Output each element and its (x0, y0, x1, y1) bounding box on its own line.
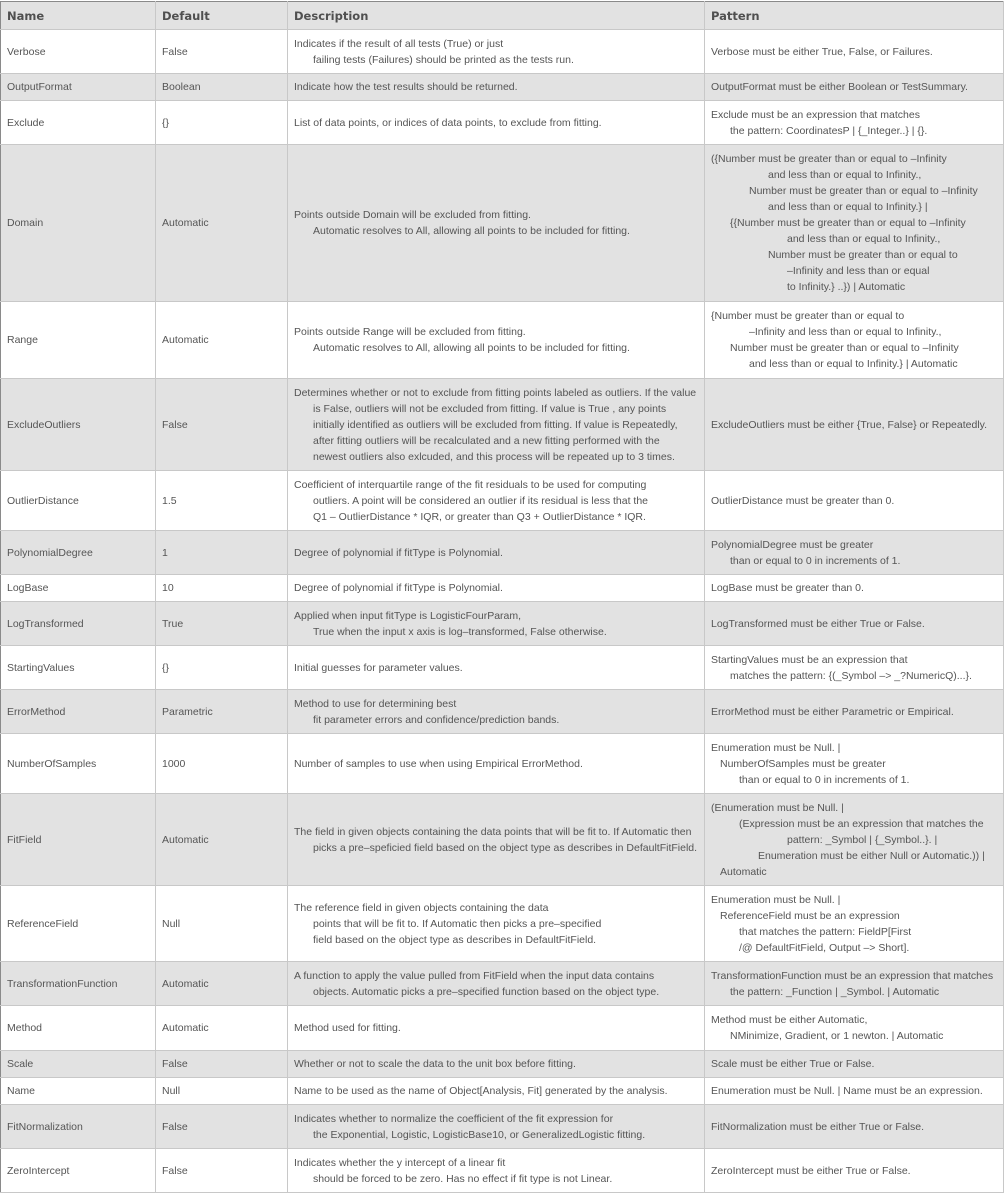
pattern-line: matches the pattern: {(_Symbol –> _?NumericQ)...}. (730, 669, 972, 682)
pattern-line: LogBase must be greater than 0. (711, 582, 864, 594)
description-line: should be forced to be zero. Has no effect if fit type is not Linear. (313, 1172, 613, 1185)
option-pattern (705, 1006, 1004, 1051)
description-line: The reference field in given objects containing the data (294, 901, 549, 914)
option-name: Verbose (1, 30, 156, 74)
pattern-line: ErrorMethod must be either Parametric or Empirical. (711, 705, 954, 718)
option-name: OutputFormat (1, 74, 156, 101)
option-default: Automatic (156, 302, 288, 379)
option-default: False (156, 30, 288, 74)
header-name: Name (1, 2, 156, 30)
pattern-line: Exclude must be an expression that matches (711, 108, 920, 121)
description-line: points that will be fit to. If Automatic then picks a pre–specified (313, 917, 602, 930)
option-name: Scale (1, 1051, 156, 1078)
option-pattern (705, 531, 1004, 575)
option-pattern (705, 734, 1004, 794)
table-row (1, 1078, 1004, 1105)
option-description (288, 101, 705, 145)
option-default: {} (156, 101, 288, 145)
option-description (288, 74, 705, 101)
table-row (1, 962, 1004, 1006)
header-description: Description (288, 2, 705, 30)
option-pattern (705, 1078, 1004, 1105)
pattern-line: StartingValues must be an expression that (711, 653, 908, 666)
option-name: ExcludeOutliers (1, 379, 156, 471)
description-line: Number of samples to use when using Empirical ErrorMethod. (294, 757, 583, 770)
option-name: Domain (1, 145, 156, 302)
option-default: False (156, 1105, 288, 1149)
option-description (288, 886, 705, 962)
option-pattern (705, 690, 1004, 734)
description-line: field based on the object type as describes in DefaultFitField. (313, 933, 597, 946)
option-description (288, 690, 705, 734)
option-default: Automatic (156, 145, 288, 302)
option-pattern (705, 646, 1004, 690)
description-line: Indicates if the result of all tests (True) or just (294, 37, 504, 50)
description-line: is False, outliers will not be excluded from fitting. If value is True , any points (313, 402, 667, 415)
description-line: True when the input x axis is log–transformed, False otherwise. (313, 625, 607, 638)
pattern-line: the pattern: CoordinatesP | {_Integer..} | {}. (730, 124, 928, 137)
table-row (1, 302, 1004, 379)
header-default: Default (156, 2, 288, 30)
table-row (1, 690, 1004, 734)
pattern-line: –Infinity and less than or equal (787, 265, 930, 277)
description-line: Determines whether or not to exclude from fitting points labeled as outliers. If the value (294, 386, 697, 399)
table-row (1, 734, 1004, 794)
pattern-line: and less than or equal to Infinity., (768, 169, 922, 181)
table-row (1, 1149, 1004, 1193)
option-name: Exclude (1, 101, 156, 145)
header-row (1, 2, 1004, 30)
table-row (1, 30, 1004, 74)
pattern-line: PolynomialDegree must be greater (711, 538, 874, 551)
option-default: Boolean (156, 74, 288, 101)
pattern-line: and less than or equal to Infinity.} | Automatic (749, 358, 958, 370)
pattern-line: Enumeration must be Null. | (711, 893, 841, 906)
pattern-line: Verbose must be either True, False, or Failures. (711, 45, 933, 58)
pattern-line: pattern: _Symbol | {_Symbol..}. | (787, 833, 938, 846)
description-line: the Exponential, Logistic, LogisticBase10, or GeneralizedLogistic fitting. (313, 1128, 646, 1141)
option-default: Null (156, 1078, 288, 1105)
option-description (288, 531, 705, 575)
option-pattern (705, 1149, 1004, 1193)
table-row (1, 646, 1004, 690)
option-description (288, 471, 705, 531)
option-default: False (156, 1051, 288, 1078)
option-description (288, 145, 705, 302)
pattern-line: TransformationFunction must be an expression that matches (711, 969, 994, 982)
option-description (288, 1105, 705, 1149)
option-name: Range (1, 302, 156, 379)
description-line: initially identified as outliers will be excluded from fitting. If value is Repeatedly, (313, 418, 678, 431)
pattern-line: ZeroIntercept must be either True or False. (711, 1164, 911, 1177)
option-default: Automatic (156, 794, 288, 886)
description-line: Degree of polynomial if fitType is Polynomial. (294, 546, 503, 559)
table-body (1, 30, 1004, 1193)
description-line: Method to use for determining best (294, 697, 457, 710)
option-default: Automatic (156, 1006, 288, 1051)
option-description (288, 1051, 705, 1078)
description-line: Initial guesses for parameter values. (294, 661, 463, 674)
description-line: failing tests (Failures) should be printed as the tests run. (313, 53, 574, 66)
option-pattern (705, 302, 1004, 379)
table-row (1, 886, 1004, 962)
table-row (1, 794, 1004, 886)
pattern-line: Automatic (720, 865, 767, 878)
option-default: 10 (156, 575, 288, 602)
table-row (1, 1006, 1004, 1051)
description-line: picks a pre–speficied field based on the object type as describes in DefaultFitField. (313, 841, 698, 854)
option-description (288, 302, 705, 379)
table-row (1, 101, 1004, 145)
option-default: False (156, 1149, 288, 1193)
description-line: after fitting outliers will be recalculated and a new fitting performed with the (313, 434, 660, 447)
description-line: fit parameter errors and confidence/prediction bands. (313, 713, 560, 726)
pattern-line: Scale must be either True or False. (711, 1058, 875, 1070)
option-name: Method (1, 1006, 156, 1051)
table-row (1, 1051, 1004, 1078)
table-row (1, 379, 1004, 471)
table-row (1, 575, 1004, 602)
option-description (288, 602, 705, 646)
option-default: Null (156, 886, 288, 962)
option-name: LogBase (1, 575, 156, 602)
description-line: List of data points, or indices of data points, to exclude from fitting. (294, 116, 602, 129)
options-table (0, 1, 1004, 1193)
pattern-line: Method must be either Automatic, (711, 1014, 868, 1026)
option-pattern (705, 145, 1004, 302)
option-pattern (705, 471, 1004, 531)
option-default: Parametric (156, 690, 288, 734)
option-pattern (705, 1105, 1004, 1149)
pattern-line: OutlierDistance must be greater than 0. (711, 494, 895, 507)
option-name: Name (1, 1078, 156, 1105)
description-line: Q1 – OutlierDistance * IQR, or greater than Q3 + OutlierDistance * IQR. (313, 510, 646, 523)
option-name: ErrorMethod (1, 690, 156, 734)
pattern-line: FitNormalization must be either True or False. (711, 1120, 924, 1133)
table-row (1, 471, 1004, 531)
description-line: The field in given objects containing the data points that will be fit to. If Automatic then (294, 825, 692, 838)
pattern-line: than or equal to 0 in increments of 1. (730, 554, 901, 567)
option-description (288, 734, 705, 794)
option-pattern (705, 30, 1004, 74)
option-pattern (705, 74, 1004, 101)
description-line: Degree of polynomial if fitType is Polynomial. (294, 582, 503, 594)
option-pattern (705, 602, 1004, 646)
description-line: Name to be used as the name of Object[Analysis, Fit] generated by the analysis. (294, 1085, 668, 1097)
pattern-line: ({Number must be greater than or equal to –Infinity (711, 153, 947, 165)
table-row (1, 74, 1004, 101)
option-default: True (156, 602, 288, 646)
option-pattern (705, 379, 1004, 471)
pattern-line: NumberOfSamples must be greater (720, 757, 886, 770)
pattern-line: LogTransformed must be either True or False. (711, 617, 925, 630)
table-row (1, 602, 1004, 646)
option-pattern (705, 886, 1004, 962)
description-line: Whether or not to scale the data to the unit box before fitting. (294, 1058, 576, 1070)
description-line: Indicates whether to normalize the coefficient of the fit expression for (294, 1112, 614, 1125)
pattern-line: OutputFormat must be either Boolean or TestSummary. (711, 81, 968, 93)
description-line: Points outside Domain will be excluded from fitting. (294, 209, 531, 221)
option-default: 1000 (156, 734, 288, 794)
option-default: False (156, 379, 288, 471)
pattern-line: Enumeration must be Null. | (711, 741, 841, 754)
option-pattern (705, 794, 1004, 886)
description-line: objects. Automatic picks a pre–specified function based on the object type. (313, 985, 660, 998)
pattern-line: {{Number must be greater than or equal to –Infinity (730, 217, 966, 229)
description-line: Applied when input fitType is LogisticFourParam, (294, 609, 522, 622)
description-line: Automatic resolves to All, allowing all points to be included for fitting. (313, 225, 630, 237)
pattern-line: to Infinity.} ..}) | Automatic (787, 281, 906, 293)
option-description (288, 379, 705, 471)
description-line: A function to apply the value pulled from FitField when the input data contains (294, 969, 655, 982)
option-description (288, 962, 705, 1006)
pattern-line: NMinimize, Gradient, or 1 newton. | Automatic (730, 1030, 944, 1042)
pattern-line: Enumeration must be Null. | Name must be an expression. (711, 1085, 983, 1097)
description-line: Method used for fitting. (294, 1022, 401, 1034)
pattern-line: (Expression must be an expression that matches the (739, 817, 984, 830)
table-row (1, 145, 1004, 302)
option-description (288, 1149, 705, 1193)
option-name: LogTransformed (1, 602, 156, 646)
option-name: ZeroIntercept (1, 1149, 156, 1193)
pattern-line: than or equal to 0 in increments of 1. (739, 773, 910, 786)
pattern-line: {Number must be greater than or equal to (711, 310, 905, 322)
pattern-line: Number must be greater than or equal to (768, 249, 958, 261)
option-name: ReferenceField (1, 886, 156, 962)
option-pattern (705, 1051, 1004, 1078)
pattern-line: Enumeration must be either Null or Automatic.)) | (758, 849, 985, 862)
header-pattern: Pattern (705, 2, 1004, 30)
description-line: Points outside Range will be excluded from fitting. (294, 326, 526, 338)
pattern-line: /@ DefaultFitField, Output –> Short]. (739, 941, 910, 954)
description-line: Automatic resolves to All, allowing all points to be included for fitting. (313, 342, 630, 354)
option-description (288, 30, 705, 74)
pattern-line: Number must be greater than or equal to –Infinity (730, 342, 959, 354)
option-pattern (705, 101, 1004, 145)
pattern-line: that matches the pattern: FieldP[First (739, 925, 912, 938)
option-pattern (705, 962, 1004, 1006)
option-name: FitField (1, 794, 156, 886)
option-description (288, 1006, 705, 1051)
pattern-line: and less than or equal to Infinity.} | (768, 201, 928, 213)
description-line: Coefficient of interquartile range of the fit residuals to be used for computing (294, 478, 647, 491)
description-line: newest outliers also exlcuded, and this process will be repeated up to 3 times. (313, 450, 675, 463)
pattern-line: ReferenceField must be an expression (720, 909, 900, 922)
option-description (288, 646, 705, 690)
option-name: OutlierDistance (1, 471, 156, 531)
option-description (288, 575, 705, 602)
pattern-line: –Infinity and less than or equal to Infinity., (749, 326, 942, 338)
option-name: TransformationFunction (1, 962, 156, 1006)
option-name: StartingValues (1, 646, 156, 690)
option-description (288, 794, 705, 886)
option-name: NumberOfSamples (1, 734, 156, 794)
option-default: {} (156, 646, 288, 690)
pattern-line: (Enumeration must be Null. | (711, 801, 844, 814)
pattern-line: ExcludeOutliers must be either {True, False} or Repeatedly. (711, 418, 988, 431)
pattern-line: the pattern: _Function | _Symbol. | Automatic (730, 985, 940, 998)
option-default: 1.5 (156, 471, 288, 531)
option-description (288, 1078, 705, 1105)
description-line: outliers. A point will be considered an outlier if its residual is less that the (313, 494, 649, 507)
description-line: Indicate how the test results should be returned. (294, 81, 518, 93)
option-name: PolynomialDegree (1, 531, 156, 575)
option-default: 1 (156, 531, 288, 575)
option-name: FitNormalization (1, 1105, 156, 1149)
option-pattern (705, 575, 1004, 602)
pattern-line: Number must be greater than or equal to –Infinity (749, 185, 978, 197)
description-line: Indicates whether the y intercept of a linear fit (294, 1156, 506, 1169)
table-row (1, 531, 1004, 575)
option-default: Automatic (156, 962, 288, 1006)
pattern-line: and less than or equal to Infinity., (787, 233, 941, 245)
table-row (1, 1105, 1004, 1149)
